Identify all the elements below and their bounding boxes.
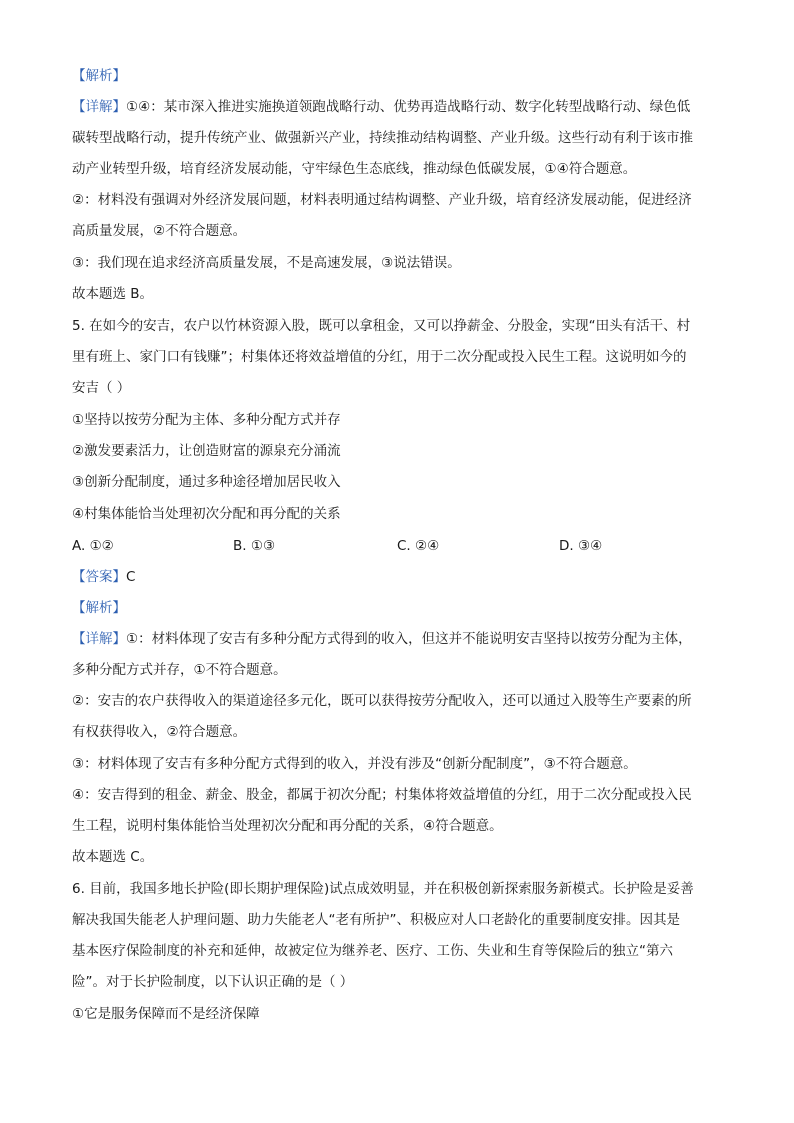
statement-item: ②激发要素活力，让创造财富的源泉充分涌流 bbox=[72, 443, 341, 459]
statement-item: ③创新分配制度，通过多种途径增加居民收入 bbox=[72, 474, 341, 490]
detail-line: 高质量发展，②不符合题意。 bbox=[72, 223, 247, 239]
answer-options bbox=[72, 536, 722, 556]
answer-value: C bbox=[126, 569, 136, 585]
analysis-tag: 【解析】 bbox=[72, 68, 126, 84]
conclusion-line: 故本题选 C。 bbox=[72, 849, 154, 865]
detail-line: 有权获得收入，②符合题意。 bbox=[72, 724, 247, 740]
question-stem: 险”。对于长护险制度，以下认识正确的是（ ） bbox=[72, 974, 354, 990]
detail-line: ②：安吉的农户获得收入的渠道途径多元化，既可以获得按劳分配收入，还可以通过入股等生产要素的所 bbox=[72, 693, 692, 709]
detail-line: ②：材料没有强调对外经济发展问题，材料表明通过结构调整、产业升级，培育经济发展动能，促进经济 bbox=[72, 192, 692, 208]
detail-line bbox=[72, 97, 722, 117]
question-stem: 安吉（ ） bbox=[72, 380, 131, 396]
statement-item: ①坚持以按劳分配为主体、多种分配方式并存 bbox=[72, 412, 341, 428]
detail-tag: 【详解】 bbox=[72, 99, 126, 115]
question-stem: 解决我国失能老人护理问题、助力失能老人“老有所护”、积极应对人口老龄化的重要制度安排。因其是 bbox=[72, 912, 680, 928]
option-a: A. ①② bbox=[72, 538, 114, 554]
detail-line: 生工程，说明村集体能恰当处理初次分配和再分配的关系，④符合题意。 bbox=[72, 818, 503, 834]
detail-line: 碳转型战略行动，提升传统产业、做强新兴产业，持续推动结构调整、产业升级。这些行动有利于该市推 bbox=[72, 130, 693, 146]
detail-line: 多种分配方式并存，①不符合题意。 bbox=[72, 662, 287, 678]
answer-line bbox=[72, 567, 722, 587]
detail-text: ①④：某市深入推进实施换道领跑战略行动、优势再造战略行动、数字化转型战略行动、绿色低 bbox=[126, 99, 691, 115]
detail-line bbox=[72, 629, 722, 649]
statement-item: ①它是服务保障而不是经济保障 bbox=[72, 1006, 260, 1022]
detail-tag: 【详解】 bbox=[72, 631, 126, 647]
detail-line: ③：材料体现了安吉有多种分配方式得到的收入，并没有涉及“创新分配制度”，③不符合题意。 bbox=[72, 756, 637, 772]
detail-line: ④：安吉得到的租金、薪金、股金，都属于初次分配；村集体将效益增值的分红，用于二次分配或投入民 bbox=[72, 787, 692, 803]
answer-tag: 【答案】 bbox=[72, 569, 126, 585]
option-c: C. ②④ bbox=[397, 538, 440, 554]
analysis-tag: 【解析】 bbox=[72, 600, 126, 616]
option-b: B. ①③ bbox=[233, 538, 276, 554]
statement-item: ④村集体能恰当处理初次分配和再分配的关系 bbox=[72, 506, 341, 522]
detail-line: ③：我们现在追求经济高质量发展，不是高速发展，③说法错误。 bbox=[72, 255, 461, 271]
detail-text: ①：材料体现了安吉有多种分配方式得到的收入，但这并不能说明安吉坚持以按劳分配为主体， bbox=[126, 631, 692, 647]
question-stem: 5. 在如今的安吉，农户以竹林资源入股，既可以拿租金，又可以挣薪金、分股金，实现“田头有活干、村 bbox=[72, 318, 691, 334]
question-stem: 基本医疗保险制度的补充和延伸，故被定位为继养老、医疗、工伤、失业和生育等保险后的独立“第六 bbox=[72, 943, 673, 959]
detail-line: 动产业转型升级，培育经济发展动能，守牢绿色生态底线，推动绿色低碳发展，①④符合题意。 bbox=[72, 161, 637, 177]
option-d: D. ③④ bbox=[559, 538, 603, 554]
conclusion-line: 故本题选 B。 bbox=[72, 286, 154, 302]
question-stem: 6. 目前，我国多地长护险(即长期护理保险)试点成效明显，并在积极创新探索服务新模式。长护险是妥善 bbox=[72, 881, 694, 897]
question-stem: 里有班上、家门口有钱赚”；村集体还将效益增值的分红，用于二次分配或投入民生工程。这说明如今的 bbox=[72, 349, 687, 365]
